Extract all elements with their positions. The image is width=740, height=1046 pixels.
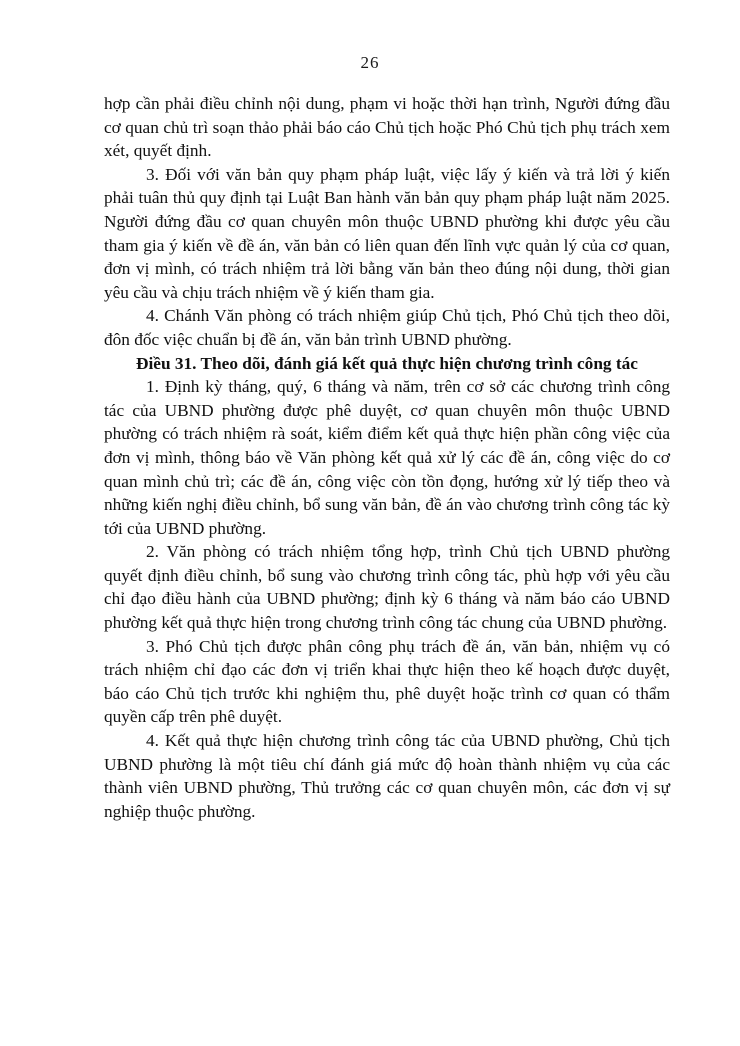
page-number: 26 <box>360 53 380 72</box>
paragraph-continuation: hợp cần phải điều chỉnh nội dung, phạm vi hoặc thời hạn trình, Người đứng đầu cơ quan chủ trì soạn thảo phải báo cáo Chủ tịch hoặc Phó Chủ tịch phụ trách xem xét, quyết định. <box>104 94 670 161</box>
paragraph-clause-3: 3. Đối với văn bản quy phạm pháp luật, việc lấy ý kiến và trả lời ý kiến phải tuân thủ quy định tại Luật Ban hành văn bản quy phạm pháp luật năm 2025. Người đứng đầu cơ quan chuyên môn thuộc UBND phường khi được yêu cầu tham gia ý kiến về đề án, văn bản có liên quan đến lĩnh vực quản lý của cơ quan, đơn vị mình, có trách nhiệm trả lời bằng văn bản theo đúng nội dung, thời gian yêu cầu và chịu trách nhiệm về ý kiến tham gia. <box>104 164 670 302</box>
paragraph-article-31-clause-1: 1. Định kỳ tháng, quý, 6 tháng và năm, trên cơ sở các chương trình công tác của UBND phường được phê duyệt, cơ quan chuyên môn thuộc UBND phường có trách nhiệm rà soát, kiểm điểm kết quả thực hiện phần công việc của đơn vị mình, thông báo về Văn phòng kết quả xử lý các đề án, công việc do cơ quan mình chủ trì; các đề án, công việc còn tồn đọng, hướng xử lý tiếp theo và những kiến nghị điều chỉnh, bổ sung văn bản, đề án vào chương trình công tác kỳ tới của UBND phường. <box>104 377 670 538</box>
paragraph-article-31-clause-2: 2. Văn phòng có trách nhiệm tổng hợp, trình Chủ tịch UBND phường quyết định điều chỉnh, bổ sung vào chương trình công tác, phù hợp với yêu cầu chỉ đạo điều hành của UBND phường; định kỳ 6 tháng và năm báo cáo UBND phường kết quả thực hiện trong chương trình công tác chung của UBND phường. <box>104 542 670 633</box>
paragraph-article-31-clause-4: 4. Kết quả thực hiện chương trình công tác của UBND phường, Chủ tịch UBND phường là một tiêu chí đánh giá mức độ hoàn thành nhiệm vụ của các thành viên UBND phường, Thủ trưởng các cơ quan chuyên môn, các đơn vị sự nghiệp thuộc phường. <box>104 731 670 821</box>
document-body <box>104 92 670 823</box>
article-31-heading: Điều 31. Theo dõi, đánh giá kết quả thực hiện chương trình công tác <box>136 353 638 373</box>
paragraph-clause-4: 4. Chánh Văn phòng có trách nhiệm giúp Chủ tịch, Phó Chủ tịch theo dõi, đôn đốc việc chuẩn bị đề án, văn bản trình UBND phường. <box>104 306 670 349</box>
paragraph-article-31-clause-3: 3. Phó Chủ tịch được phân công phụ trách đề án, văn bản, nhiệm vụ có trách nhiệm chỉ đạo các đơn vị triển khai thực hiện theo kế hoạch được duyệt, báo cáo Chủ tịch trước khi nghiệm thu, phê duyệt hoặc trình cơ quan có thẩm quyền cấp trên phê duyệt. <box>104 636 670 727</box>
